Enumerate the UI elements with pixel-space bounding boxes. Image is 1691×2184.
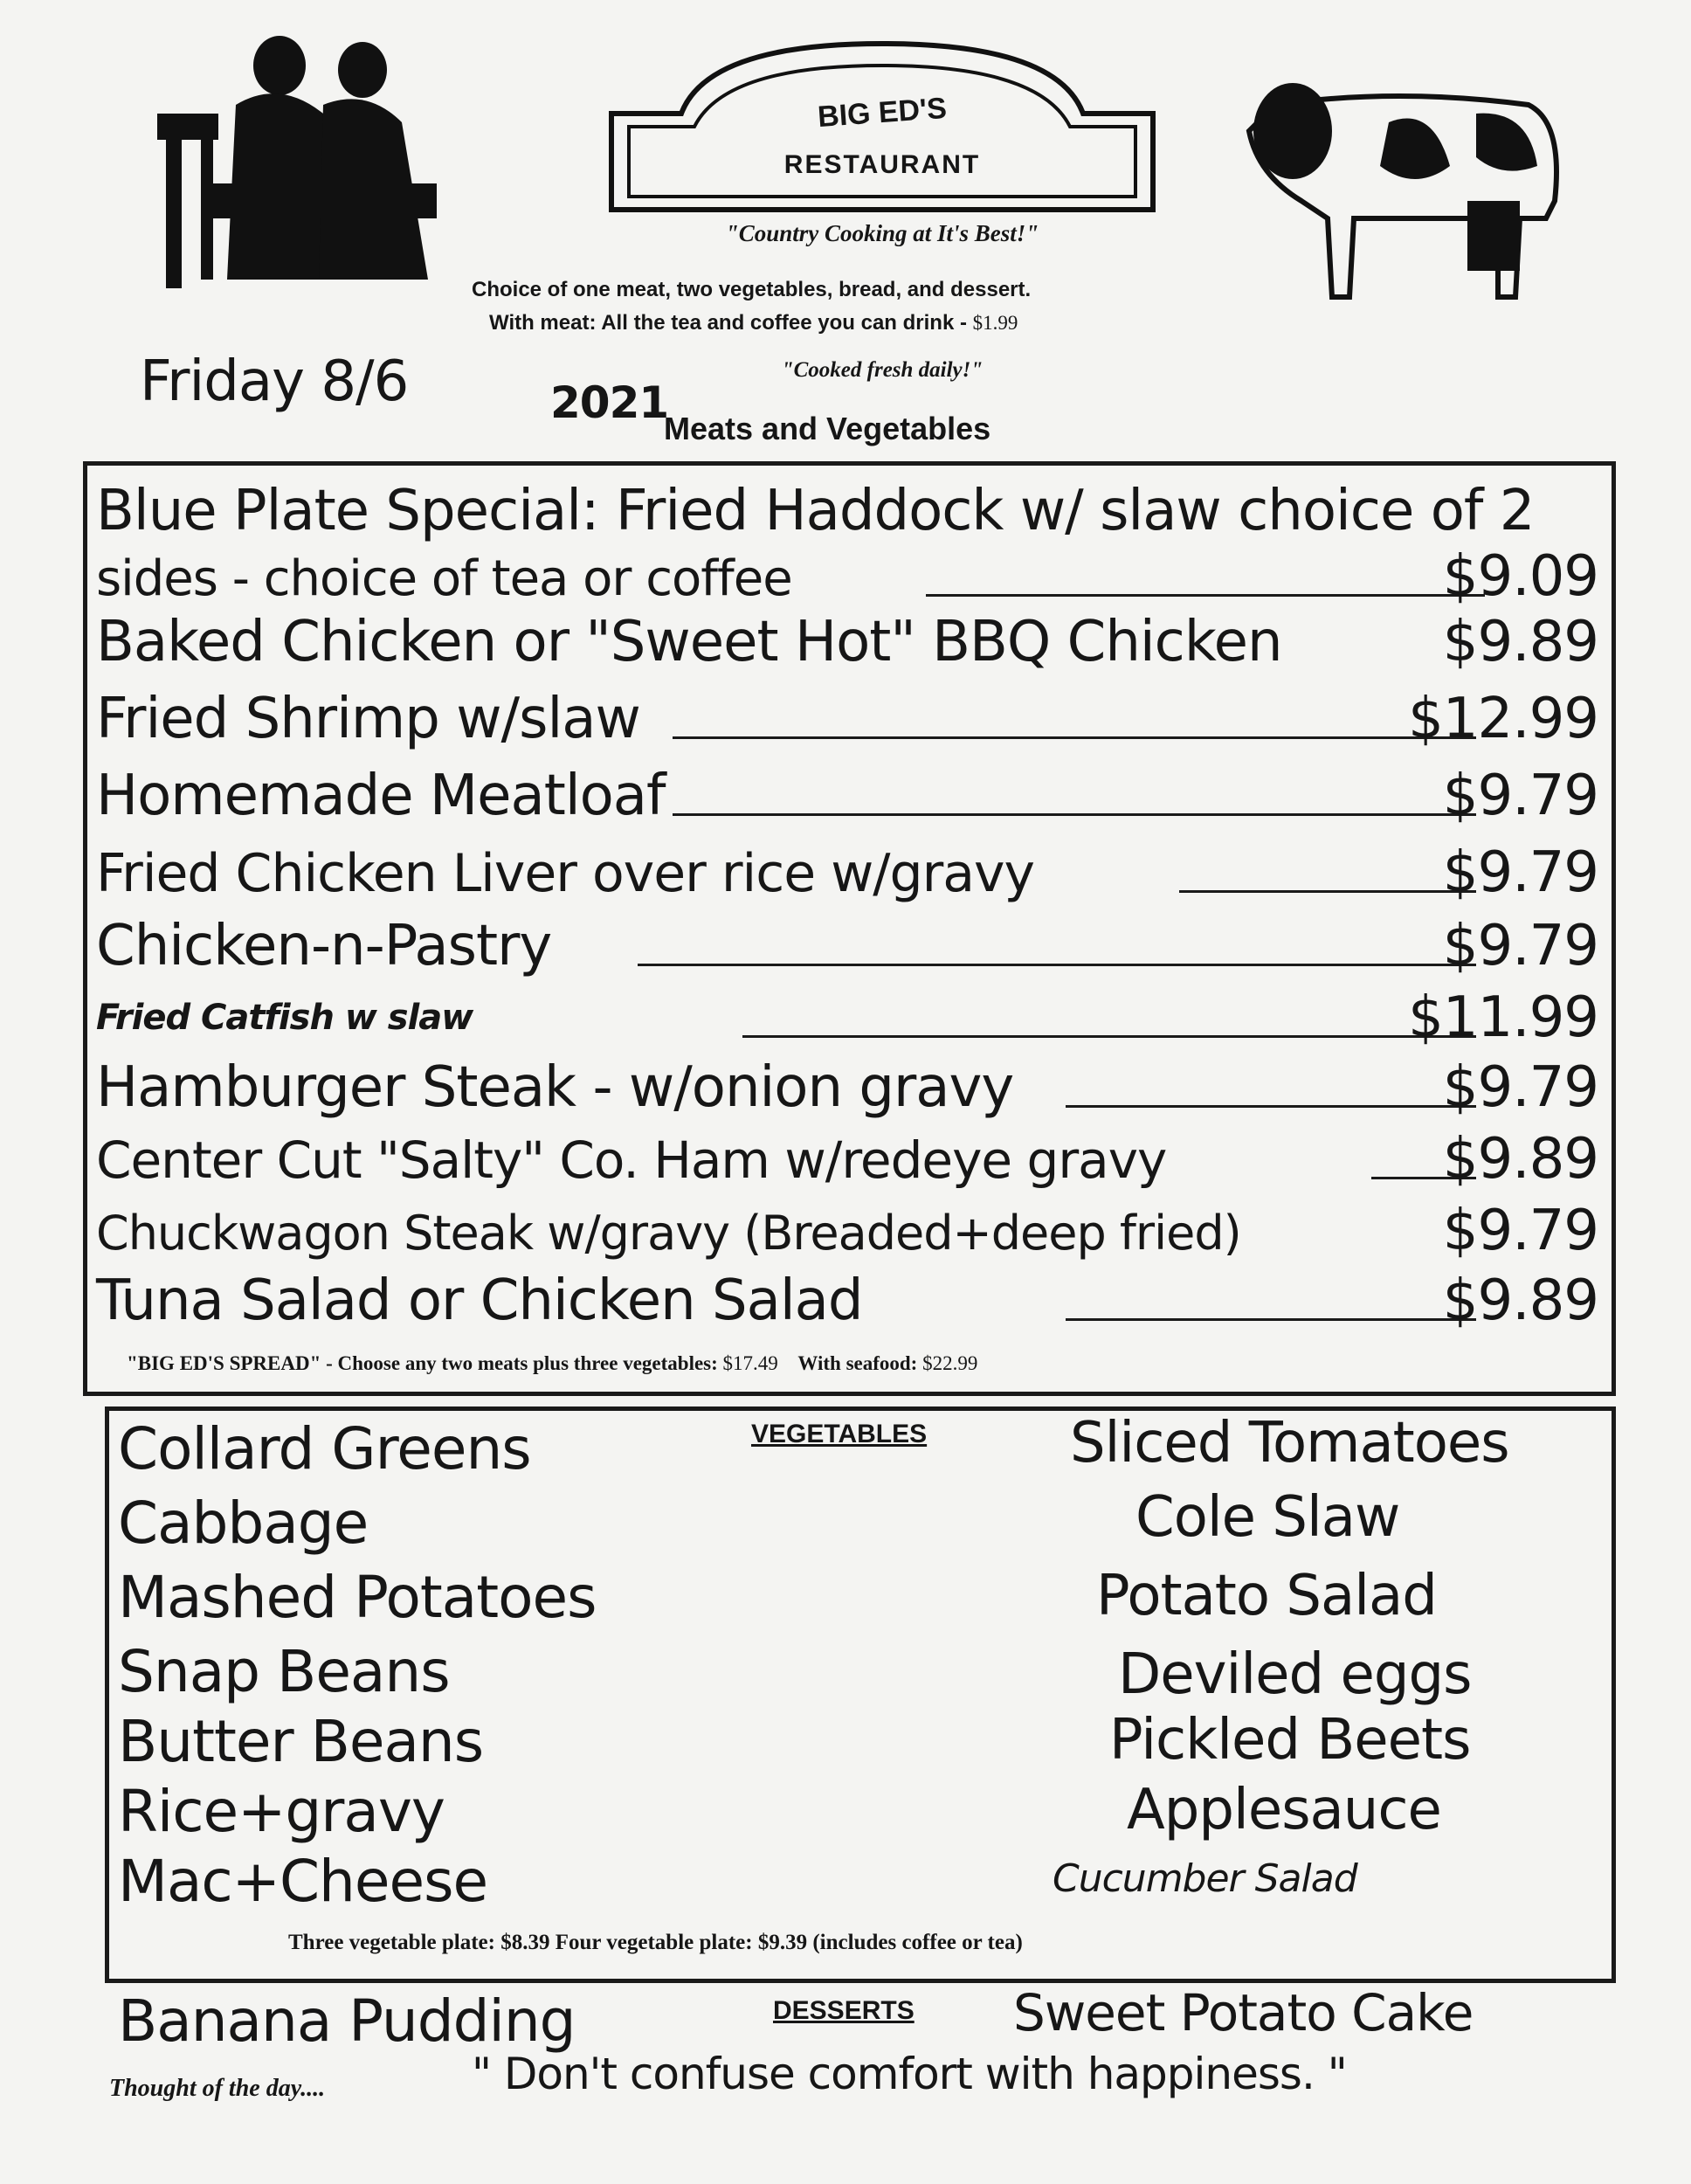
slogan: "Country Cooking at It's Best!" [725, 220, 1039, 246]
meat-name: Baked Chicken or "Sweet Hot" BBQ Chicken [96, 610, 1282, 674]
meat-name: Hamburger Steak - w/onion gravy [96, 1055, 1014, 1120]
meat-name: Homemade Meatloaf [96, 764, 666, 828]
vegetable-item: Applesauce [1127, 1778, 1441, 1842]
vegetable-item: Cabbage [118, 1489, 369, 1557]
dessert-item: Banana Pudding [118, 1987, 576, 2055]
menu-date: Friday 8/6 [140, 349, 409, 414]
meat-name: Tuna Salad or Chicken Salad [96, 1268, 863, 1333]
meat-item [96, 1192, 1598, 1270]
cow-clipart [1223, 70, 1572, 306]
spread-price: $17.49 [722, 1352, 778, 1374]
meat-item [96, 1261, 1598, 1340]
vegetable-item: Collard Greens [118, 1415, 531, 1482]
spread-label: "BIG ED'S SPREAD" - Choose any two meats plus three vegetables: [127, 1352, 718, 1374]
spread-seafood-label: With seafood: [797, 1352, 918, 1374]
meat-name: sides - choice of tea or coffee [96, 550, 792, 607]
menu-year: 2021 [550, 377, 669, 428]
meat-item [96, 680, 1598, 758]
meat-price: $9.79 [1442, 840, 1598, 905]
logo-name: BIG ED'S [816, 91, 949, 135]
meat-item [96, 1120, 1598, 1199]
drink-info [489, 311, 1328, 335]
meat-name: Blue Plate Special: Fried Haddock w/ slaw choice of 2 [96, 479, 1535, 543]
vegetable-item: Cole Slaw [1135, 1485, 1400, 1550]
vegetable-item: Cucumber Salad [1053, 1856, 1357, 1901]
desserts-title: DESSERTS [773, 1996, 915, 2025]
meat-item [96, 978, 1598, 1057]
meat-price: $9.89 [1442, 1268, 1598, 1333]
vegetable-item: Butter Beans [118, 1708, 484, 1775]
meat-item [96, 907, 1598, 985]
meat-name: Fried Chicken Liver over rice w/gravy [96, 843, 1035, 904]
meal-info: Choice of one meat, two vegetables, bread, and dessert. [472, 278, 1032, 301]
meat-name: Center Cut "Salty" Co. Ham w/redeye gravy [96, 1130, 1167, 1190]
dessert-item: Sweet Potato Cake [1013, 1983, 1474, 2042]
vegetables-title: VEGETABLES [751, 1420, 928, 1448]
meat-price: $9.09 [1442, 544, 1598, 609]
cooked-fresh-note: "Cooked fresh daily!" [781, 358, 984, 382]
meat-price: $9.79 [1442, 914, 1598, 978]
vegetable-item: Deviled eggs [1118, 1642, 1472, 1707]
meat-item [96, 1048, 1598, 1127]
vegetable-item: Mac+Cheese [118, 1848, 488, 1915]
meat-name: Chuckwagon Steak w/gravy (Breaded+deep fried) [96, 1206, 1241, 1261]
thought-text: " Don't confuse comfort with happiness. " [472, 2049, 1347, 2099]
big-eds-spread [127, 1352, 1594, 1375]
meat-price: $12.99 [1408, 687, 1598, 751]
vegetable-item: Mashed Potatoes [118, 1564, 597, 1631]
meat-price: $9.79 [1442, 764, 1598, 828]
vegetable-item: Potato Salad [1096, 1564, 1437, 1628]
vegetable-item: Sliced Tomatoes [1070, 1411, 1509, 1476]
drink-price: $1.99 [972, 312, 1018, 334]
logo-subtitle: RESTAURANT [783, 150, 981, 179]
spread-seafood-price: $22.99 [922, 1352, 978, 1374]
meat-price: $11.99 [1408, 985, 1598, 1050]
vegetable-plates: Three vegetable plate: $8.39 Four vegetable plate: $9.39 (includes coffee or tea) [288, 1931, 1023, 1954]
vegetable-item: Pickled Beets [1109, 1708, 1471, 1773]
meat-price: $9.89 [1442, 1127, 1598, 1192]
meat-price: $9.79 [1442, 1055, 1598, 1120]
meat-item [96, 757, 1598, 835]
drink-info-text: With meat: All the tea and coffee you can drink - [489, 311, 967, 335]
meat-name: Fried Shrimp w/slaw [96, 687, 640, 751]
thought-label: Thought of the day.... [109, 2075, 326, 2102]
section-title: Meats and Vegetables [664, 411, 991, 446]
vegetable-item: Rice+gravy [118, 1778, 445, 1845]
meat-item [96, 603, 1598, 681]
meat-name: Chicken-n-Pastry [96, 914, 552, 978]
vegetable-item: Snap Beans [118, 1638, 450, 1705]
meat-price: $9.79 [1442, 1199, 1598, 1263]
meat-item [96, 833, 1598, 912]
couple-clipart [140, 17, 472, 288]
meat-name: Fried Catfish w slaw [96, 998, 473, 1038]
meat-price: $9.89 [1442, 610, 1598, 674]
